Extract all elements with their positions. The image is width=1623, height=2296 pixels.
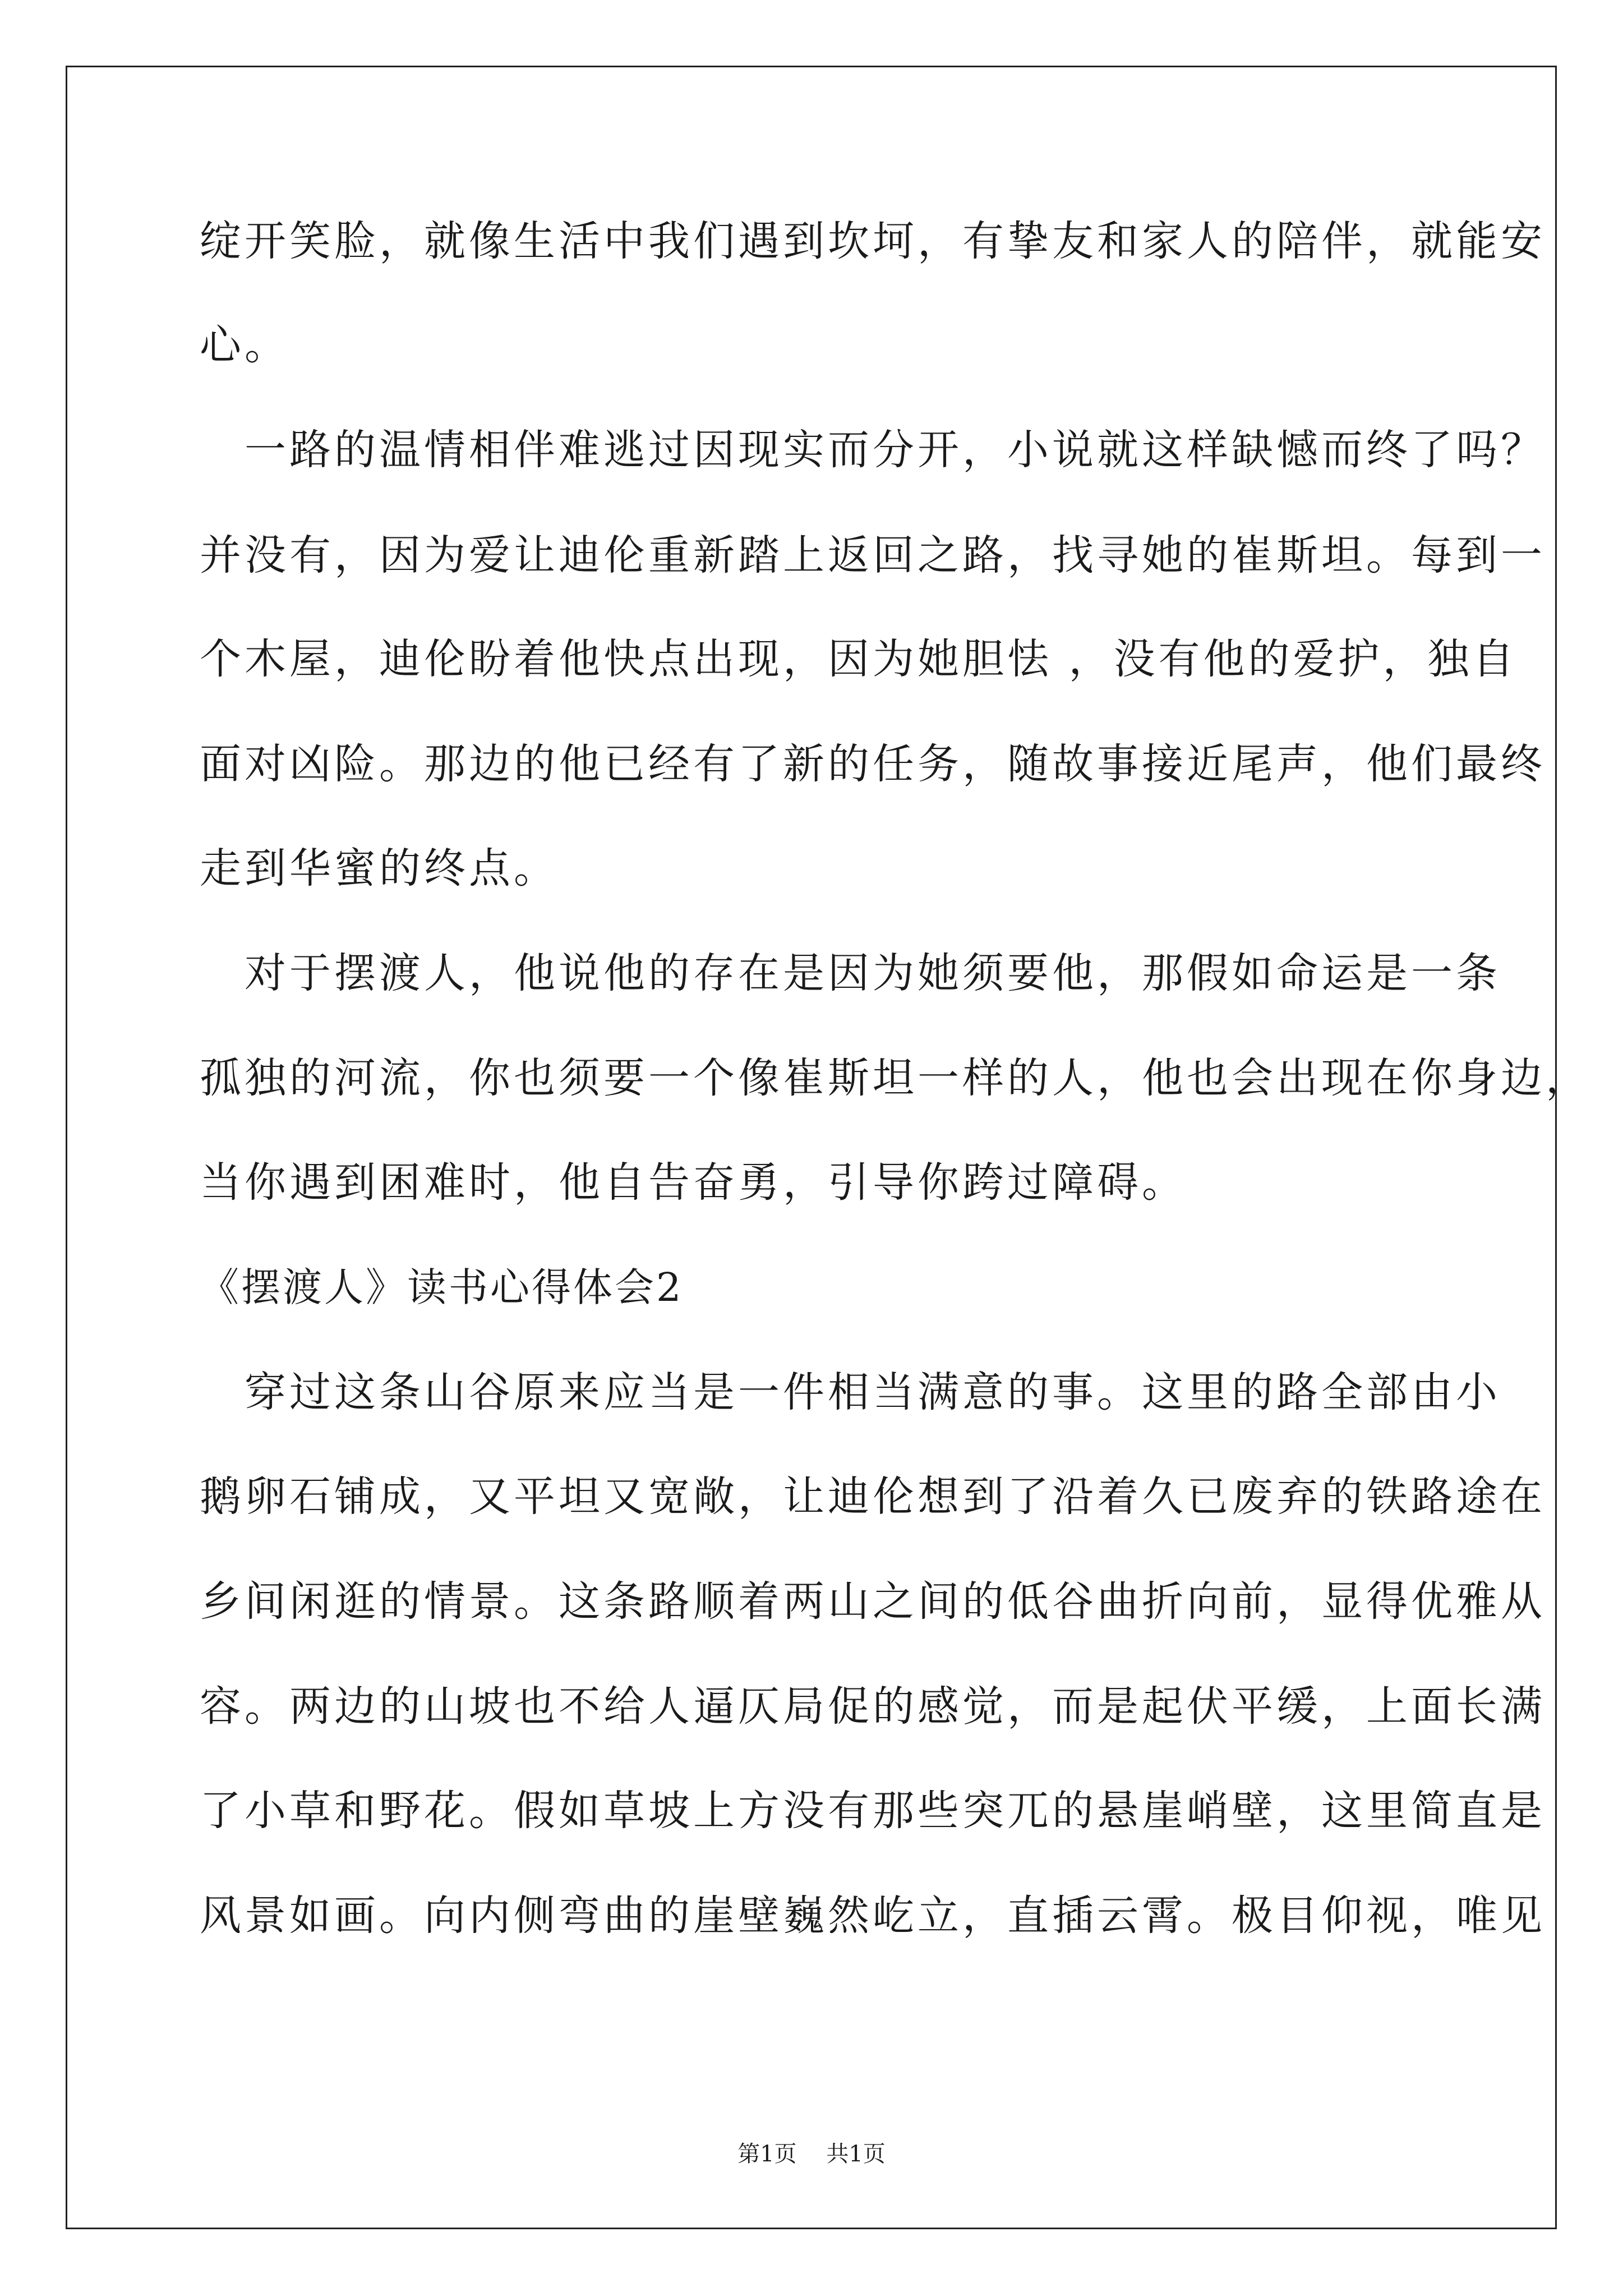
text-line: 孤独的河流，你也须要一个像崔斯坦一样的人，他也会出现在你身边， [200, 1054, 1590, 1102]
text-line: 风景如画。向内侧弯曲的崖壁巍然屹立，直插云霄。极目仰视，唯见 [200, 1892, 1546, 1940]
text-line: 走到华蜜的终点。 [200, 844, 559, 892]
text-line: 容。两边的山坡也不给人逼仄局促的感觉，而是起伏平缓，上面长满 [200, 1682, 1546, 1731]
text-line: 个木屋，迪伦盼着他快点出现，因为她胆怯 ，没有他的爱护，独自 [200, 635, 1518, 683]
text-line: 心。 [200, 321, 289, 369]
text-line: 乡间闲逛的情景。这条路顺着两山之间的低谷曲折向前，显得优雅从 [200, 1577, 1546, 1626]
text-line: 并没有，因为爱让迪伦重新踏上返回之路，找寻她的崔斯坦。每到一 [200, 531, 1546, 579]
page-number: 第1页 [737, 2141, 797, 2167]
page-total: 共1页 [826, 2141, 886, 2167]
text-line: 面对凶险。那边的他已经有了新的任务，随故事接近尾声，他们最终 [200, 740, 1546, 788]
text-line: 绽开笑脸，就像生活中我们遇到坎坷，有挚友和家人的陪伴，就能安 [200, 217, 1546, 265]
text-line: 对于摆渡人，他说他的存在是因为她须要他，那假如命运是一条 [200, 949, 1501, 997]
text-line: 当你遇到困难时，他自告奋勇，引导你跨过障碍。 [200, 1158, 1187, 1207]
text-line: 穿过这条山谷原来应当是一件相当满意的事。这里的路全部由小 [200, 1368, 1501, 1416]
text-line: 一路的温情相伴难逃过因现实而分开，小说就这样缺憾而终了吗？ [200, 426, 1546, 474]
text-line: 鹅卵石铺成，又平坦又宽敞，让迪伦想到了沿着久已废弃的铁路途在 [200, 1473, 1546, 1521]
page-footer [0, 2137, 1623, 2171]
text-line: 了小草和野花。假如草坡上方没有那些突兀的悬崖峭壁，这里简直是 [200, 1787, 1546, 1835]
section-heading: 《摆渡人》读书心得体会2 [200, 1264, 684, 1310]
